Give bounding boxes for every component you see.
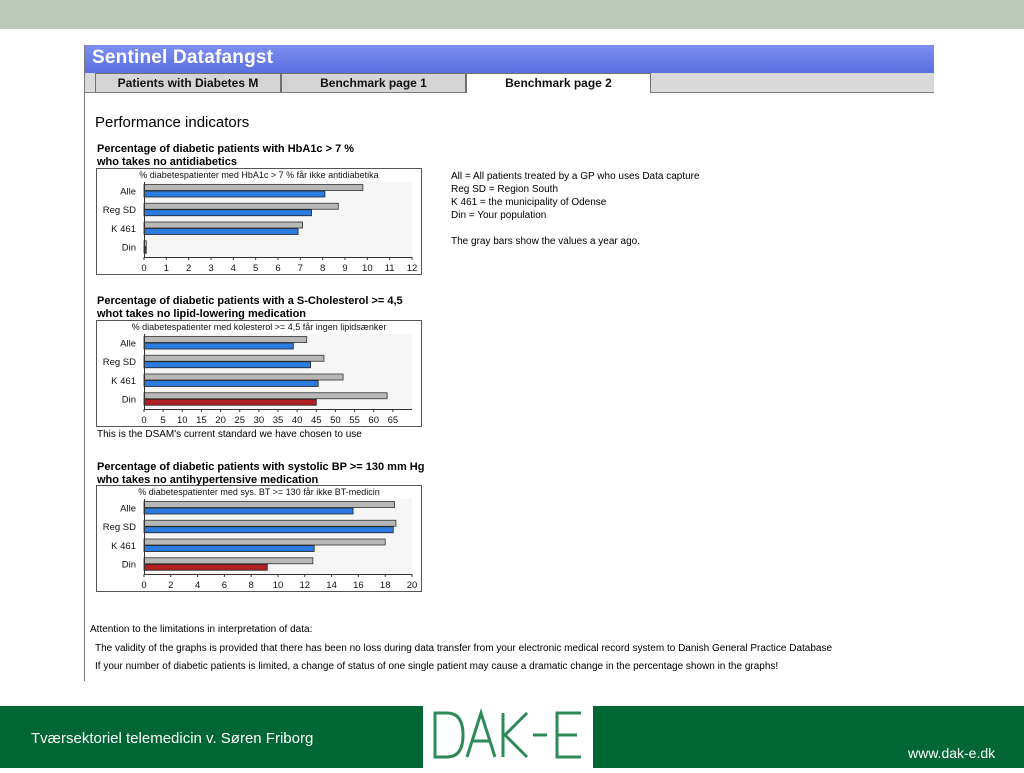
x-tick-label: 7	[297, 263, 303, 274]
x-tick-label: 6	[221, 580, 228, 591]
x-tick-label: 8	[320, 263, 326, 274]
tab-patients-with-diabetes[interactable]: Patients with Diabetes M	[95, 73, 281, 92]
x-tick-label: 9	[342, 263, 348, 274]
x-tick-label: 10	[362, 263, 373, 274]
top-decor-bar	[0, 0, 1024, 29]
chart-3-title-line: Percentage of diabetic patients with systolic BP >= 130 mm Hg	[97, 461, 425, 473]
bar-current	[144, 564, 267, 570]
category-label: Reg SD	[102, 357, 136, 369]
category-label: K 461	[111, 375, 136, 387]
x-tick-label: 12	[406, 263, 418, 274]
x-tick-label: 11	[384, 263, 395, 274]
legend-text	[451, 170, 700, 248]
attention-line: The validity of the graphs is provided that there has been no loss during data transfer from your electronic medical record system to Danish General Practice Database	[95, 643, 833, 654]
x-tick-label: 50	[330, 415, 341, 426]
x-tick-label: 35	[272, 415, 284, 426]
bar-current	[144, 399, 316, 405]
x-tick-label: 5	[160, 415, 166, 426]
x-tick-label: 30	[253, 415, 265, 426]
x-tick-label: 0	[141, 415, 147, 426]
dsam-standard-note: This is the DSAM's current standard we have chosen to use	[97, 429, 362, 440]
bar-current	[144, 210, 312, 216]
footer-text: Tværsektoriel telemedicin v. Søren Friborg	[31, 730, 314, 747]
bar-previous-year	[144, 355, 324, 361]
chart-blood-pressure	[96, 485, 422, 592]
category-label: Reg SD	[102, 522, 136, 534]
x-tick-label: 18	[379, 580, 391, 591]
x-tick-label: 20	[215, 415, 226, 426]
category-label: K 461	[111, 223, 136, 235]
x-tick-label: 0	[141, 580, 147, 591]
bar-previous-year	[144, 502, 395, 508]
bar-current	[144, 381, 318, 387]
bar-current	[144, 362, 311, 368]
bar-current	[144, 527, 393, 533]
x-tick-label: 6	[275, 263, 281, 274]
bar-previous-year	[144, 539, 385, 545]
x-tick-label: 14	[326, 580, 337, 591]
bar-current	[144, 546, 314, 552]
legend-line: Reg SD = Region South	[451, 184, 559, 195]
x-tick-label: 10	[176, 415, 188, 426]
x-tick-label: 40	[291, 415, 303, 426]
legend-line: The gray bars show the values a year ago.	[451, 236, 640, 247]
chart-2-title-line: whot takes no lipid-lowering medication	[97, 307, 307, 320]
attention-line: If your number of diabetic patients is limited, a change of status of one single patient may cause a dramatic change in the percentage shown in the graphs!	[95, 661, 779, 672]
legend-line	[451, 222, 700, 235]
chart-1-title	[97, 143, 354, 168]
x-tick-label: 10	[272, 580, 284, 591]
bar-previous-year	[144, 337, 307, 343]
x-tick-label: 2	[186, 263, 192, 274]
bar-current	[144, 508, 353, 514]
category-label: Din	[121, 242, 136, 254]
chart-hba1c	[96, 168, 422, 275]
x-tick-label: 8	[248, 580, 254, 591]
chart-2-title-line: Percentage of diabetic patients with a S-Cholesterol >= 4,5	[97, 295, 403, 307]
chart-1-title-line: who takes no antidiabetics	[97, 155, 237, 168]
x-tick-label: 5	[253, 263, 259, 274]
x-tick-label: 15	[196, 415, 207, 426]
page-title: Performance indicators	[95, 114, 250, 131]
chart-subtitle: % diabetespatienter med HbA1c > 7 % får ikke antidiabetika	[139, 170, 379, 180]
category-label: Reg SD	[102, 205, 136, 217]
bar-current	[144, 191, 325, 197]
x-tick-label: 1	[163, 263, 169, 274]
x-tick-label: 45	[310, 415, 322, 426]
x-tick-label: 25	[234, 415, 246, 426]
x-tick-label: 4	[194, 580, 201, 591]
x-tick-label: 0	[141, 263, 147, 274]
category-label: Alle	[120, 186, 136, 198]
app-title: Sentinel Datafangst	[92, 47, 274, 68]
chart-3-title	[97, 461, 424, 486]
x-tick-label: 20	[406, 580, 418, 591]
bar-current	[144, 343, 293, 349]
chart-subtitle: % diabetespatienter med kolesterol >= 4,5 får ingen lipidsænker	[131, 322, 387, 332]
frame-border	[84, 45, 85, 681]
chart-cholesterol	[96, 320, 422, 427]
bar-previous-year	[144, 393, 387, 399]
chart-2-title	[97, 295, 403, 320]
legend-line: K 461 = the municipality of Odense	[451, 197, 607, 208]
x-tick-label: 55	[349, 415, 360, 426]
x-tick-label: 16	[353, 580, 364, 591]
bar-previous-year	[144, 374, 343, 380]
chart-subtitle: % diabetespatienter med sys. BT >= 130 får ikke BT-medicin	[138, 487, 380, 497]
bar-previous-year	[144, 222, 303, 228]
tab-benchmark-page-1[interactable]: Benchmark page 1	[281, 73, 466, 92]
bar-previous-year	[144, 203, 338, 209]
dak-e-logo	[423, 705, 593, 768]
category-label: K 461	[111, 540, 136, 552]
legend-line: All = All patients treated by a GP who uses Data capture	[451, 171, 700, 182]
x-tick-label: 2	[168, 580, 174, 591]
chart-1-title-line: Percentage of diabetic patients with HbA1c > 7 %	[97, 143, 355, 155]
category-label: Alle	[120, 338, 136, 350]
bar-previous-year	[144, 185, 363, 191]
x-tick-label: 60	[368, 415, 380, 426]
logo-graphic	[423, 705, 593, 768]
footer-url-link[interactable]: www.dak-e.dk	[908, 745, 996, 761]
bar-current	[144, 229, 298, 235]
x-tick-label: 65	[387, 415, 399, 426]
x-tick-label: 12	[299, 580, 311, 591]
chart-3-title-line: who takes no antihypertensive medication	[97, 473, 319, 486]
bar-previous-year	[144, 520, 396, 526]
x-tick-label: 3	[208, 263, 214, 274]
category-label: Alle	[120, 503, 136, 515]
x-tick-label: 4	[230, 263, 236, 274]
attention-heading: Attention to the limitations in interpretation of data:	[90, 624, 313, 635]
bar-previous-year	[144, 558, 313, 564]
category-label: Din	[121, 394, 136, 406]
tab-benchmark-page-2[interactable]: Benchmark page 2	[466, 73, 651, 93]
legend-line: Din = Your population	[451, 210, 547, 221]
category-label: Din	[121, 559, 136, 571]
